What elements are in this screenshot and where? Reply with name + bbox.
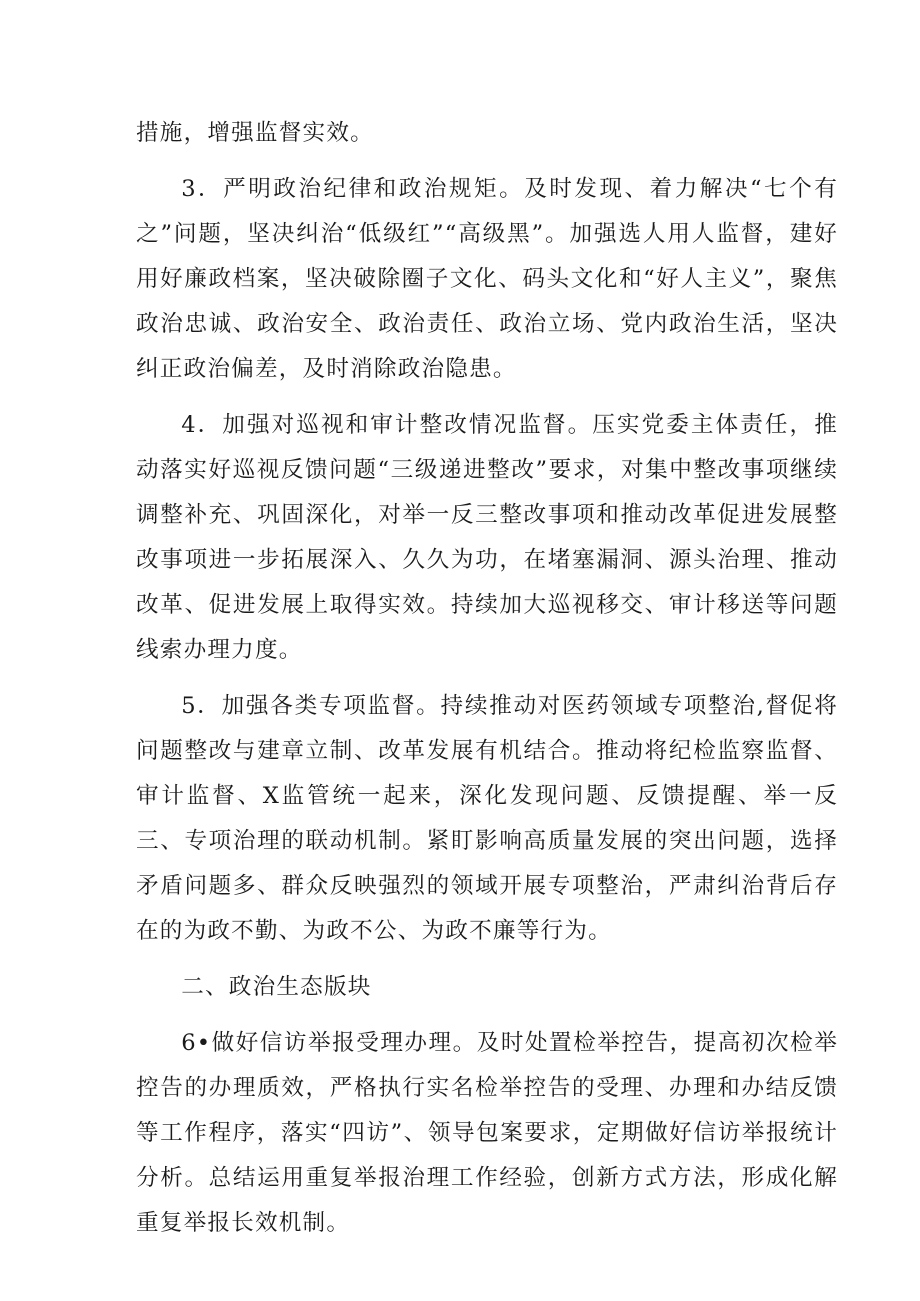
section-heading: 二、政治生态版块 bbox=[181, 974, 372, 1000]
paragraph-item-6: 6•做好信访举报受理办理。及时处置检举控告，提高初次检举控告的办理质效，严格执行实名检举控告的受理、办理和办结反馈等工作程序，落实“四访”、领导包案要求，定期做好信访举报统计分析。总结运用重复举报治理工作经验，创新方式方法，形成化解重复举报长效机制。 bbox=[136, 1030, 838, 1236]
paragraph-item-4: 4．加强对巡视和审计整改情况监督。压实党委主体责任，推动落实好巡视反馈问题“三级递进整改”要求，对集中整改事项继续调整补充、巩固深化，对举一反三整改事项和推动改革促进发展整改事项进一步拓展深入、久久为功，在堵塞漏洞、源头治理、推动改革、促进发展上取得实效。持续加大巡视移交、审计移送等问题线索办理力度。 bbox=[136, 412, 838, 663]
document-body bbox=[136, 111, 838, 1257]
paragraph-item-5: 5．加强各类专项监督。持续推动对医药领域专项整治,督促将问题整改与建章立制、改革发展有机结合。推动将纪检监察监督、审计监督、X监管统一起来，深化发现问题、反馈提醒、举一反三、专项治理的联动机制。紧盯影响高质量发展的突出问题，选择矛盾问题多、群众反映强烈的领域开展专项整治，严肃纠治背后存在的为政不勤、为政不公、为政不廉等行为。 bbox=[136, 693, 838, 944]
paragraph-item-3: 3．严明政治纪律和政治规矩。及时发现、着力解决“七个有之”问题，坚决纠治“低级红”“高级黑”。加强选人用人监督，建好用好廉政档案，坚决破除圈子文化、码头文化和“好人主义”，聚焦政治忠诚、政治安全、政治责任、政治立场、党内政治生活，坚决纠正政治偏差，及时消除政治隐患。 bbox=[136, 176, 838, 382]
paragraph-continuation: 措施，增强监督实效。 bbox=[136, 120, 374, 146]
